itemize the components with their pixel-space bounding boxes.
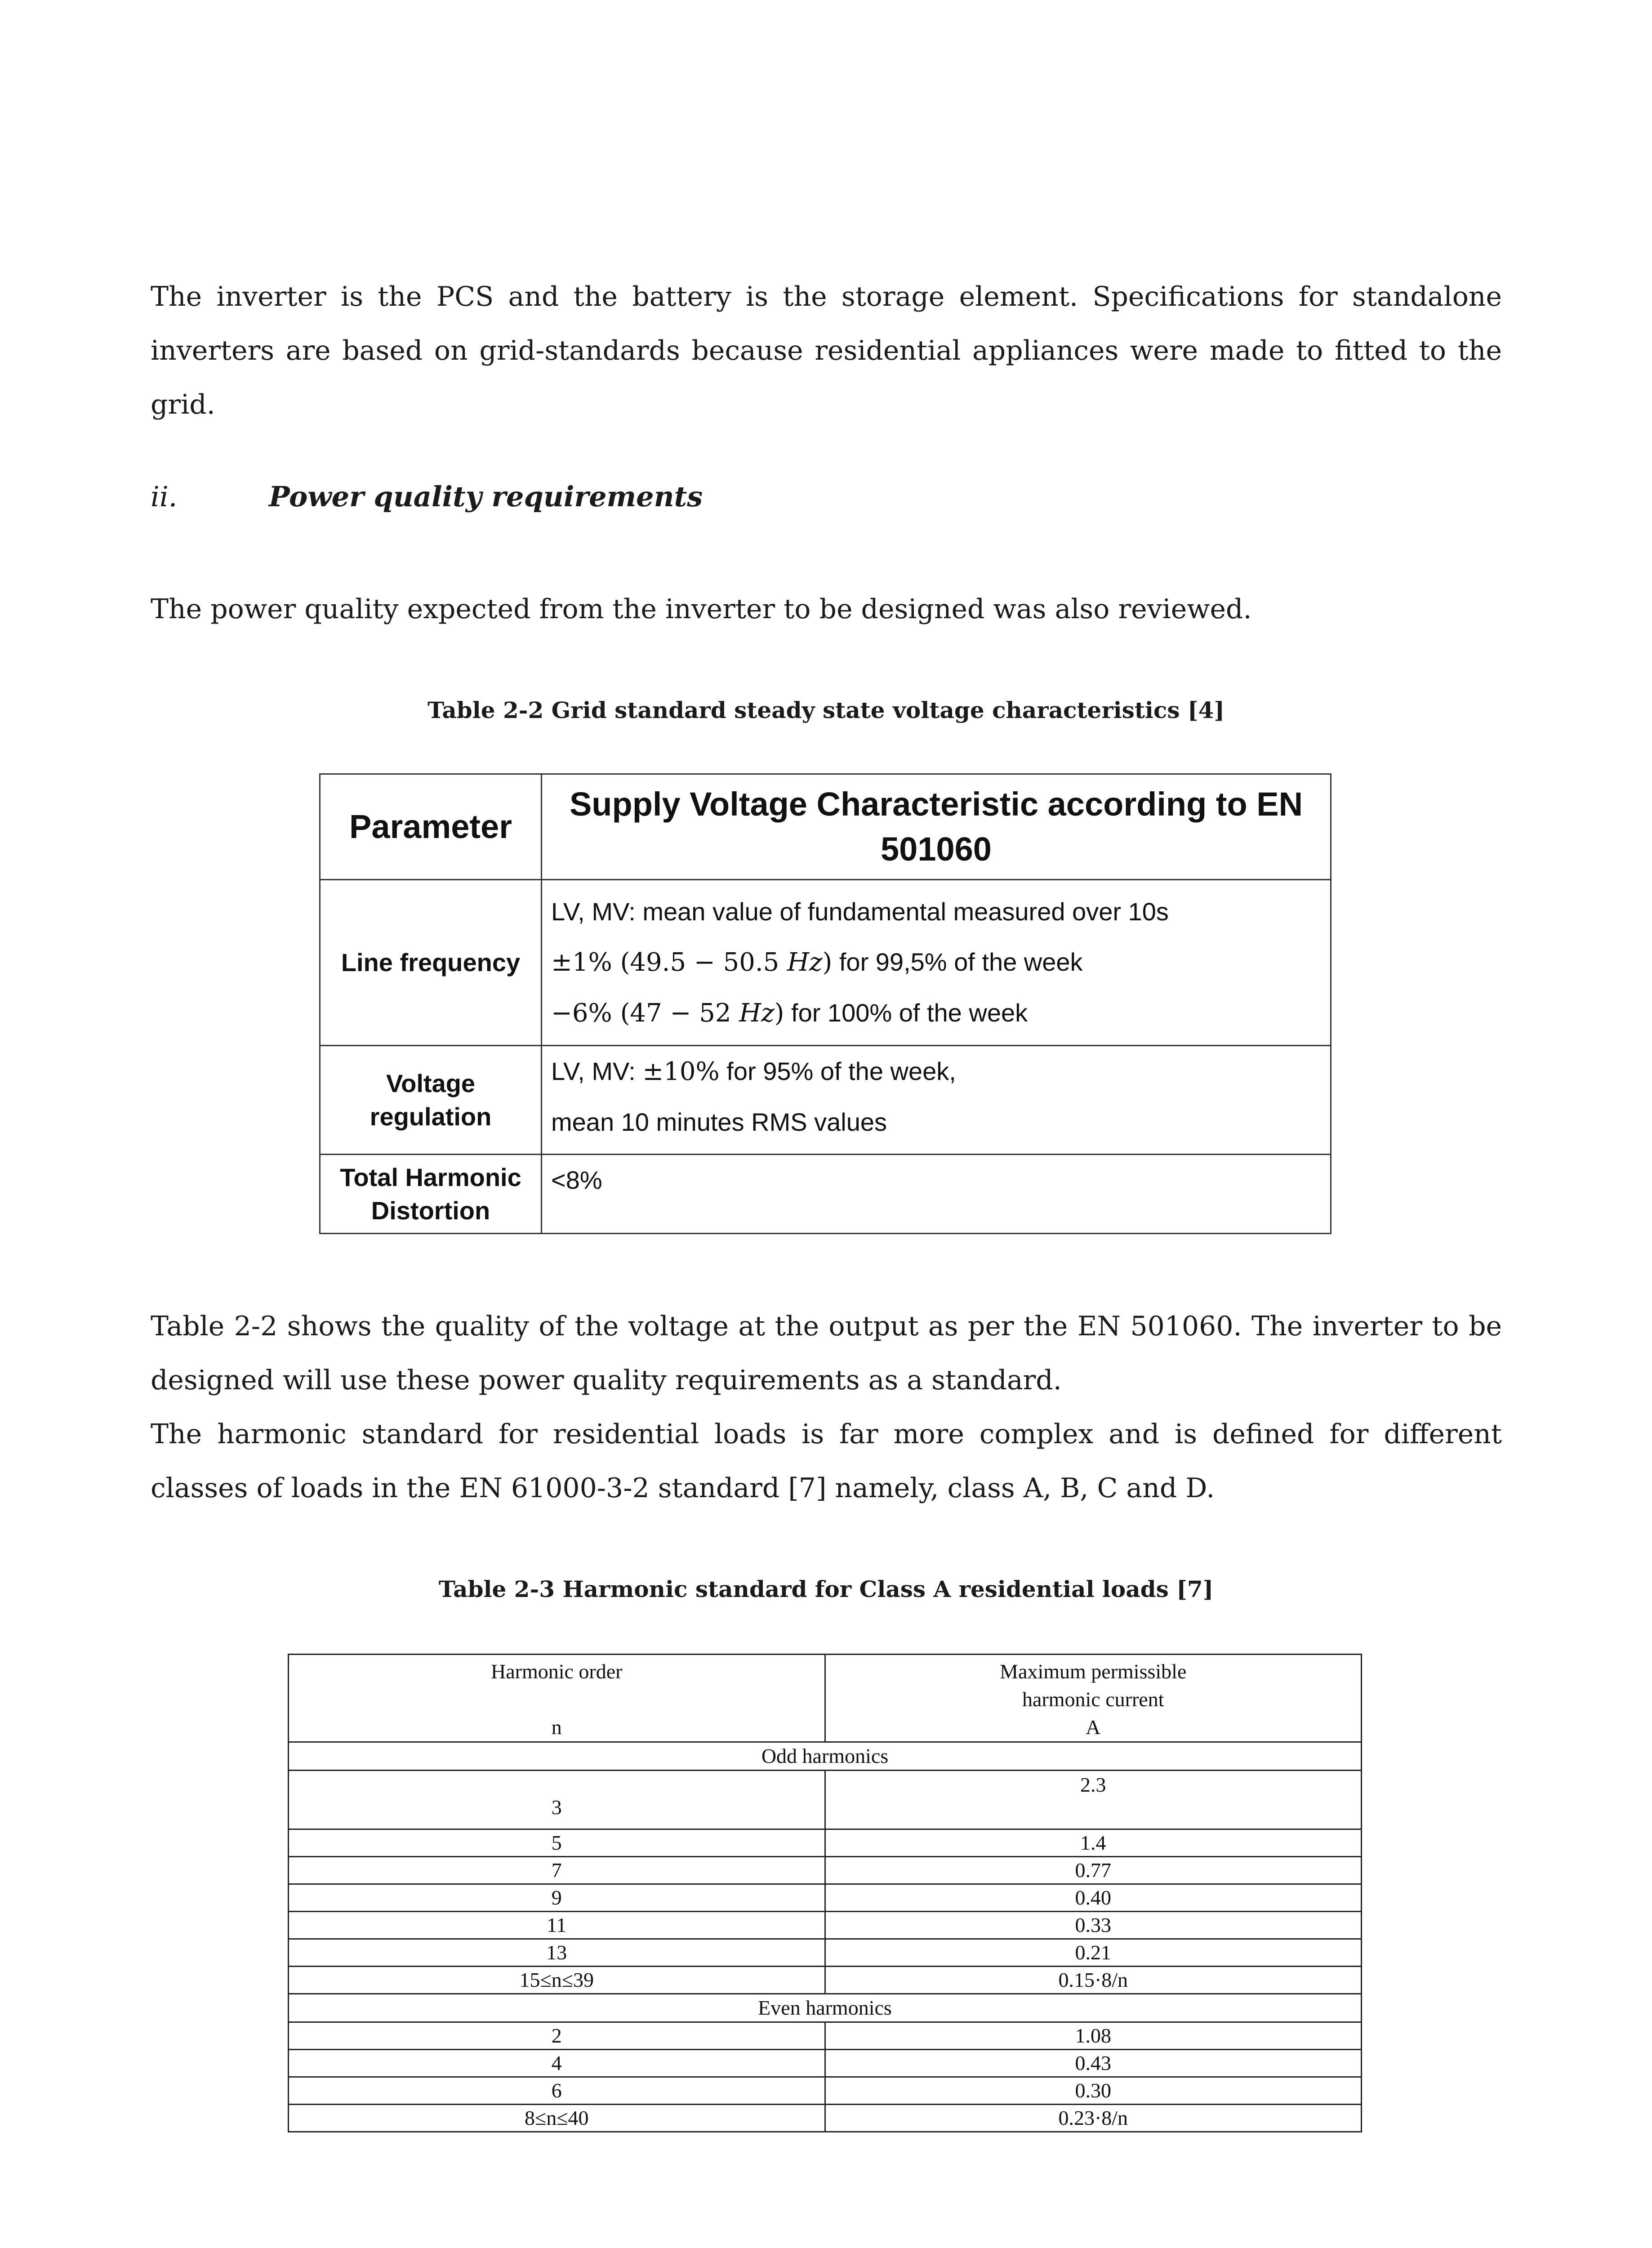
table-row: 2 1.08: [289, 2022, 1362, 2050]
row-value: [542, 1155, 1331, 1234]
table-header-row: [320, 774, 1331, 880]
section-row-even: [289, 1994, 1362, 2022]
header-supply-voltage: Supply Voltage Characteristic according to EN 501060: [542, 774, 1331, 880]
harmonic-standard-paragraph: The harmonic standard for residential loads is far more complex and is defined for different classes of loads in the EN 61000-3-2 standard [7] namely, class A, B, C and D.: [151, 1418, 1502, 1504]
voltage-characteristics-table: [319, 773, 1331, 1234]
even-harmonics-label: Even harmonics: [289, 1994, 1362, 2022]
table-row-line-frequency: [320, 880, 1331, 1046]
table-header-row: [289, 1655, 1362, 1742]
table-row-thd: [320, 1155, 1331, 1234]
review-paragraph: The power quality expected from the inverter to be designed was also reviewed.: [151, 593, 1252, 625]
table-2-2-caption: Table 2-2 Grid standard steady state voltage characteristics [4]: [427, 697, 1225, 723]
value-line: ±1% (49.5 − 50.5 Hz) for 99,5% of the week: [551, 948, 1083, 977]
value-line: LV, MV: mean value of fundamental measured over 10s: [551, 897, 1169, 926]
value-line: LV, MV: ±10% for 95% of the week,: [551, 1057, 956, 1086]
odd-harmonics-label: Odd harmonics: [289, 1742, 1362, 1771]
header-parameter: Parameter: [320, 774, 542, 880]
section-row-odd: [289, 1742, 1362, 1771]
table-row: 7 0.77: [289, 1857, 1362, 1884]
value-line: −6% (47 − 52 Hz) for 100% of the week: [551, 999, 1028, 1028]
table-row: 11 0.33: [289, 1912, 1362, 1939]
table-row: 6 0.30: [289, 2077, 1362, 2105]
table-row: 5 1.4: [289, 1829, 1362, 1857]
table-row: 13 0.21: [289, 1939, 1362, 1967]
row-value: [542, 880, 1331, 1046]
table-row: 4 0.43: [289, 2050, 1362, 2077]
value-line: mean 10 minutes RMS values: [551, 1108, 887, 1136]
table-2-3-caption: Table 2-3 Harmonic standard for Class A residential loads [7]: [438, 1576, 1214, 1602]
table-row: 3 2.3: [289, 1771, 1362, 1829]
table-row: 8≤n≤40 0.23·8/n: [289, 2105, 1362, 2132]
table-row-voltage-regulation: [320, 1046, 1331, 1155]
table-discussion-paragraph: Table 2-2 shows the quality of the voltage at the output as per the EN 501060. The inverter to be designed will use these power quality requirements as a standard.: [151, 1311, 1502, 1396]
row-value: [542, 1046, 1331, 1155]
table-row: 9 0.40: [289, 1884, 1362, 1912]
intro-paragraph: The inverter is the PCS and the battery is the storage element. Specifications for standalone inverters are based on grid-standards because residential appliances were made to fitted to the grid.: [151, 281, 1502, 420]
value-line: <8%: [551, 1166, 602, 1194]
header-harmonic-order: Harmonic order n: [289, 1655, 825, 1742]
harmonic-standard-table: [288, 1654, 1362, 2132]
row-label: Voltage regulation: [320, 1046, 542, 1155]
table-row: 15≤n≤39 0.15·8/n: [289, 1967, 1362, 1994]
section-title: Power quality requirements: [269, 480, 703, 513]
header-max-current: Maximum permissible harmonic current A: [825, 1655, 1362, 1742]
row-label: Line frequency: [320, 880, 542, 1046]
section-number: ii.: [151, 480, 178, 513]
row-label: Total Harmonic Distortion: [320, 1155, 542, 1234]
